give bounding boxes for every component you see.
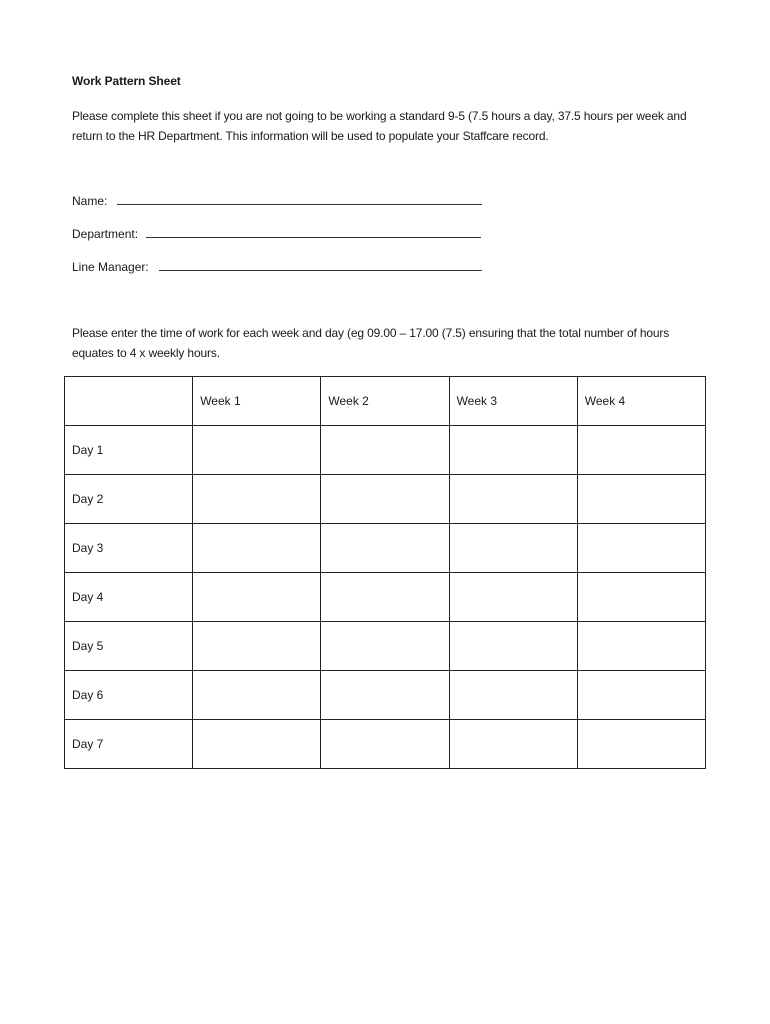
entry-cell[interactable] [321,720,449,769]
row-label-day-4: Day 4 [65,573,193,622]
name-label: Name: [72,194,108,208]
entry-cell[interactable] [449,573,577,622]
line-manager-field [72,259,482,274]
entry-cell[interactable] [449,720,577,769]
name-input-line[interactable] [117,193,482,205]
department-input-line[interactable] [146,226,481,238]
department-label: Department: [72,227,139,241]
entry-cell[interactable] [577,573,705,622]
instructions-paragraph: Please enter the time of work for each week and day (eg 09.00 – 17.00 (7.5) ensuring that the total number of hours equates to 4 x weekly hours. [72,326,670,360]
column-header-week-4: Week 4 [577,377,705,426]
entry-cell[interactable] [577,720,705,769]
page-title: Work Pattern Sheet [72,74,181,88]
department-field [72,226,481,241]
entry-cell[interactable] [193,524,321,573]
column-header-week-2: Week 2 [321,377,449,426]
entry-cell[interactable] [577,426,705,475]
name-field [72,193,482,208]
entry-cell[interactable] [577,622,705,671]
entry-cell[interactable] [193,475,321,524]
entry-cell[interactable] [193,622,321,671]
line-manager-label: Line Manager: [72,260,149,274]
entry-cell[interactable] [449,622,577,671]
entry-cell[interactable] [321,524,449,573]
row-label-day-5: Day 5 [65,622,193,671]
entry-cell[interactable] [577,524,705,573]
entry-cell[interactable] [321,573,449,622]
table-row [65,426,706,475]
table-row [65,573,706,622]
entry-cell[interactable] [193,573,321,622]
entry-cell[interactable] [193,426,321,475]
entry-cell[interactable] [577,475,705,524]
table-row [65,671,706,720]
row-label-day-2: Day 2 [65,475,193,524]
row-label-day-7: Day 7 [65,720,193,769]
entry-cell[interactable] [193,720,321,769]
entry-cell[interactable] [321,671,449,720]
table-row [65,622,706,671]
entry-cell[interactable] [577,671,705,720]
entry-cell[interactable] [193,671,321,720]
entry-cell[interactable] [449,426,577,475]
entry-cell[interactable] [449,671,577,720]
intro-paragraph: Please complete this sheet if you are not going to be working a standard 9-5 (7.5 hours a day, 37.5 hours per week and return to the HR Department. This information will be used to populate your Staffcare record. [72,109,687,143]
table-header-row [65,377,706,426]
row-label-day-3: Day 3 [65,524,193,573]
row-label-day-1: Day 1 [65,426,193,475]
line-manager-input-line[interactable] [159,259,482,271]
table-row [65,720,706,769]
entry-cell[interactable] [321,622,449,671]
entry-cell[interactable] [449,524,577,573]
table-row [65,524,706,573]
entry-cell[interactable] [449,475,577,524]
entry-cell[interactable] [321,426,449,475]
table-corner-cell [65,377,193,426]
column-header-week-1: Week 1 [193,377,321,426]
entry-cell[interactable] [321,475,449,524]
row-label-day-6: Day 6 [65,671,193,720]
work-pattern-table [64,376,706,769]
column-header-week-3: Week 3 [449,377,577,426]
table-row [65,475,706,524]
